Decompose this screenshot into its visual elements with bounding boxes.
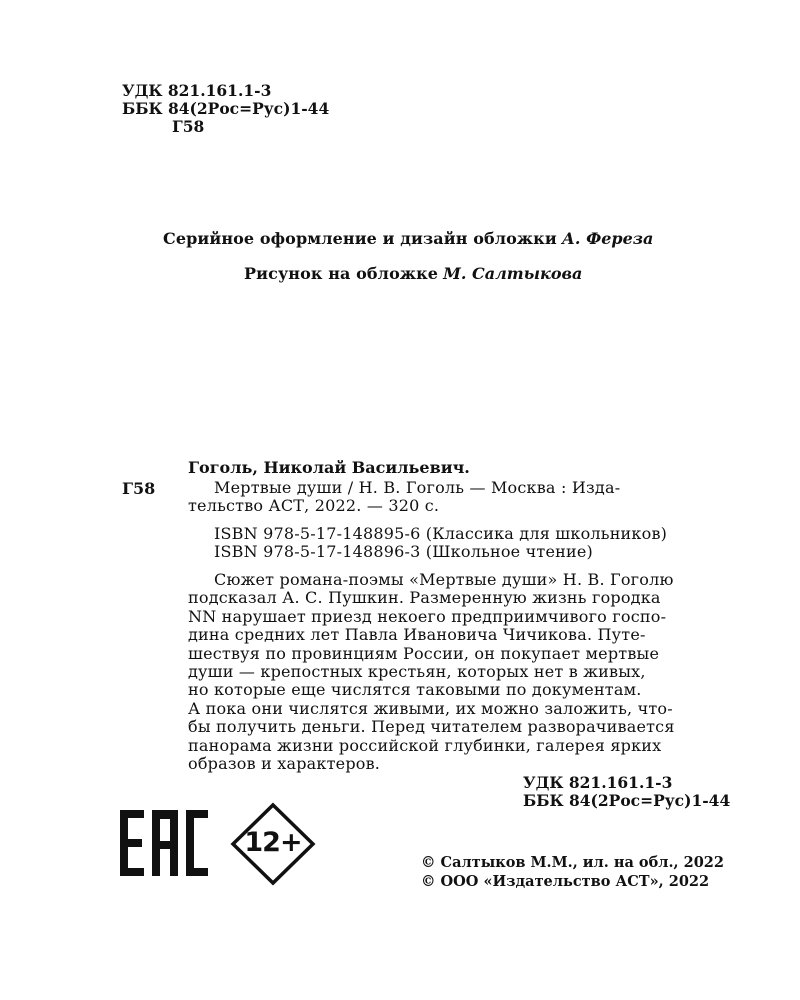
annotation-line: души — крепостных крестьян, которых нет в живых, (188, 662, 646, 681)
annotation-line: панорама жизни российской глубинки, галерея ярких (188, 736, 662, 755)
annotation-line: образов и характеров. (188, 754, 381, 773)
cover-art-credit (244, 264, 582, 284)
copyright-line: © ООО «Издательство АСТ», 2022 (421, 873, 710, 890)
age-rating-text: 12+ (244, 827, 302, 858)
cover-art-name: М. Салтыкова (443, 264, 583, 283)
annotation-line: NN нарушает приезд некоего предприимчивого госпо- (188, 607, 667, 626)
annotation-line: но которые еще числятся таковыми по документам. (188, 681, 642, 700)
annotation-line: А пока они числятся живыми, их можно заложить, что- (188, 699, 673, 718)
annotation-line: Сюжет романа-поэмы «Мертвые души» Н. В. Гоголю (214, 571, 674, 589)
description-line: тельство АСТ, 2022. — 320 с. (188, 497, 440, 516)
annotation-line: дина средних лет Павла Ивановича Чичикова. Путе- (188, 626, 646, 645)
annotation-line: подсказал А. С. Пушкин. Размеренную жизнь городка (188, 589, 661, 608)
age-rating-badge (229, 801, 317, 887)
author-heading: Гоголь, Николай Васильевич. (188, 458, 470, 477)
bottom-bbk: ББК 84(2Рос=Рус)1-44 (523, 791, 731, 810)
eac-mark-icon (118, 808, 210, 880)
cover-art-label: Рисунок на обложке (244, 264, 439, 283)
top-author-mark: Г58 (172, 117, 205, 136)
annotation-line: шествуя по провинциям России, он покупает мертвые (188, 644, 660, 663)
bottom-index-block (523, 774, 730, 810)
isbn-line: ISBN 978-5-17-148896-3 (Школьное чтение) (214, 543, 593, 562)
series-design-credit (163, 229, 653, 249)
annotation-line: бы получить деньги. Перед читателем разворачивается (188, 718, 675, 737)
copyright-line: © Салтыков М.М., ил. на обл., 2022 (421, 854, 724, 871)
copyright-block (421, 853, 724, 891)
card-description (188, 479, 712, 516)
series-design-name: А. Фереза (561, 229, 654, 248)
isbn-block (214, 525, 714, 562)
bottom-udk: УДК 821.161.1-3 (523, 773, 673, 792)
series-design-label: Серийное оформление и дизайн обложки (163, 229, 557, 248)
top-bbk: ББК 84(2Рос=Рус)1-44 (122, 99, 330, 118)
top-udk: УДК 821.161.1-3 (122, 81, 272, 100)
card-author-mark: Г58 (122, 479, 156, 498)
isbn-line: ISBN 978-5-17-148895-6 (Классика для школьников) (214, 525, 668, 543)
top-index-block (122, 82, 329, 136)
annotation (188, 571, 714, 773)
description-line: Мертвые души / Н. В. Гоголь — Москва : Изда- (214, 479, 621, 497)
